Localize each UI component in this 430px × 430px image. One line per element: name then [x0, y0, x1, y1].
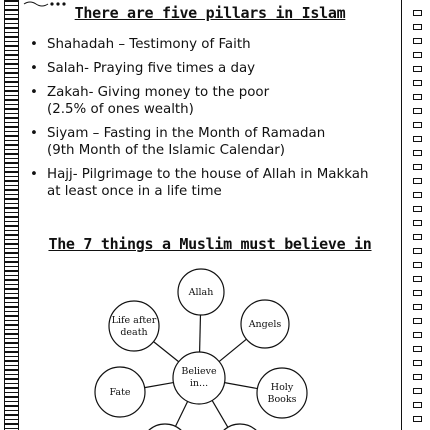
pillar-text-continued: (9th Month of the Islamic Calendar) [47, 143, 286, 158]
belief-label: Life after [111, 315, 157, 326]
belief-label: Holy [270, 382, 294, 393]
belief-node-holy-books [257, 368, 307, 418]
pillars-heading: There are five pillars in Islam [74, 4, 346, 22]
connector-line [225, 383, 258, 389]
belief-label: Allah [188, 287, 214, 298]
connector-line [200, 315, 201, 352]
center-label: in... [189, 378, 209, 389]
pillar-text: Siyam – Fasting in the Month of Ramadan [47, 126, 326, 141]
belief-node-life-after-death [109, 301, 159, 351]
belief-node-bottom-right [216, 424, 264, 430]
belief-label: death [120, 327, 148, 338]
belief-node-bottom-left [141, 424, 189, 430]
pillar-text: Hajj- Pilgrimage to the house of Allah in Makkah [47, 167, 369, 182]
connector-line [219, 339, 246, 361]
belief-label: Books [267, 394, 297, 405]
beliefs-heading: The 7 things a Muslim must believe in [48, 235, 372, 253]
bullet-icon: • [30, 126, 38, 141]
bullet-icon: • [30, 37, 38, 52]
connector-line [212, 400, 228, 427]
bullet-icon: • [30, 61, 38, 76]
bullet-icon: • [30, 167, 38, 182]
bullet-icon: • [30, 85, 38, 100]
connector-line [154, 342, 179, 362]
pillar-text: Salah- Praying five times a day [47, 61, 256, 76]
connector-line [145, 383, 174, 388]
pillar-text: Zakah- Giving money to the poor [47, 85, 270, 100]
pillar-text-continued: (2.5% of ones wealth) [47, 102, 194, 117]
pillar-text-continued: at least once in a life time [47, 184, 222, 199]
center-label: Believe [181, 366, 217, 377]
belief-label: Fate [109, 387, 131, 398]
connector-line [175, 401, 187, 426]
pillar-text: Shahadah – Testimony of Faith [47, 37, 251, 52]
belief-label: Angels [248, 319, 282, 330]
